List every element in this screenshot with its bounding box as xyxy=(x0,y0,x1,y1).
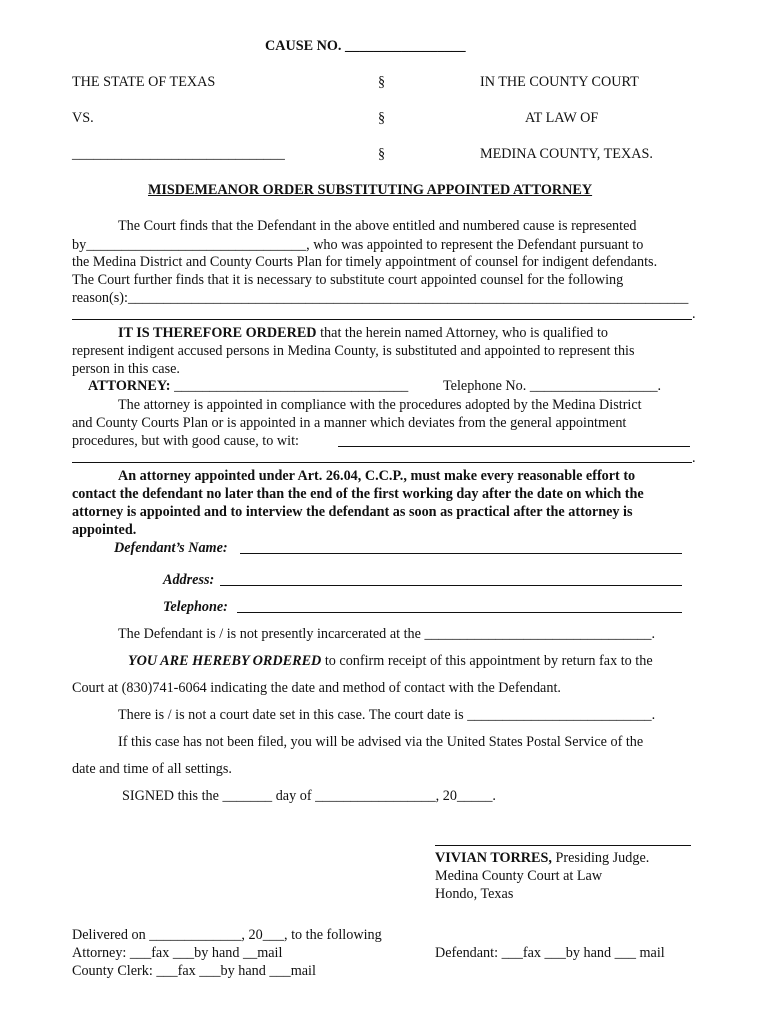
judge-city: Hondo, Texas xyxy=(435,886,514,902)
document-title: MISDEMEANOR ORDER SUBSTITUTING APPOINTED ATTORNEY xyxy=(148,182,593,198)
defendant-address-label: Address: xyxy=(163,572,215,588)
ordered-line-3: person in this case. xyxy=(72,361,180,377)
judge-name: VIVIAN TORRES, xyxy=(435,850,552,866)
defendant-telephone-field[interactable] xyxy=(237,612,682,613)
caption-left-blank: ______________________________ xyxy=(72,146,285,162)
hereby-line-2: Court at (830)741-6064 indicating the date and method of contact with the Defendant. xyxy=(72,680,561,696)
attorney-telephone: Telephone No. __________________. xyxy=(443,378,662,394)
ordered-line-1: IT IS THEREFORE ORDERED that the herein named Attorney, who is qualified to xyxy=(118,325,608,341)
findings-line-5: reason(s):_______________________________________________________________________________ xyxy=(72,290,689,306)
defendant-name-label: Defendant’s Name: xyxy=(114,540,228,556)
court-date-line: There is / is not a court date set in this case. The court date is __________________________. xyxy=(118,707,656,723)
delivered-line: Delivered on _____________, 20___, to the following xyxy=(72,927,382,943)
caption-right-court: IN THE COUNTY COURT xyxy=(480,74,639,90)
attorney-line xyxy=(88,378,408,395)
compliance-period: . xyxy=(692,450,696,466)
notice-line-4: appointed. xyxy=(72,522,137,538)
caption-left-vs: VS. xyxy=(72,110,94,126)
attorney-label: ATTORNEY: xyxy=(88,378,171,394)
filed-line-2: date and time of all settings. xyxy=(72,761,232,777)
caption-left-state: THE STATE OF TEXAS xyxy=(72,74,216,90)
defendant-telephone-label: Telephone: xyxy=(163,599,228,615)
filed-line-1: If this case has not been filed, you will be advised via the United States Postal Service of the xyxy=(118,734,644,750)
ordered-line-2: represent indigent accused persons in Medina County, is substituted and appointed to represent this xyxy=(72,343,635,359)
good-cause-blank-line xyxy=(338,446,690,447)
findings-line-1: The Court finds that the Defendant in the above entitled and numbered cause is represented xyxy=(118,218,637,234)
notice-line-2: contact the defendant no later than the end of the first working day after the date on which the xyxy=(72,486,644,502)
good-cause-blank-line-2 xyxy=(72,462,692,463)
compliance-line-3: procedures, but with good cause, to wit: xyxy=(72,433,299,449)
delivery-defendant: Defendant: ___fax ___by hand ___ mail xyxy=(435,945,665,961)
incarcerated-line: The Defendant is / is not presently incarcerated at the ________________________________. xyxy=(118,626,656,642)
section-sign: § xyxy=(378,110,386,126)
delivery-attorney: Attorney: ___fax ___by hand __mail xyxy=(72,945,283,961)
compliance-line-1: The attorney is appointed in compliance with the procedures adopted by the Medina District xyxy=(118,397,642,413)
reason-blank-line xyxy=(72,319,692,320)
section-sign: § xyxy=(378,74,386,90)
judge-role: Presiding Judge. xyxy=(551,850,650,866)
caption-right-law: AT LAW OF xyxy=(525,110,599,126)
compliance-line-2: and County Courts Plan or is appointed in a manner which deviates from the general appointment xyxy=(72,415,627,431)
hereby-line-1: YOU ARE HEREBY ORDERED to confirm receipt of this appointment by return fax to the xyxy=(128,653,653,669)
section-sign: § xyxy=(378,146,386,162)
caption-right-county: MEDINA COUNTY, TEXAS. xyxy=(480,146,653,162)
cause-number: CAUSE NO. _________________ xyxy=(265,38,466,54)
ordered-lead: IT IS THEREFORE ORDERED xyxy=(118,325,317,341)
hereby-lead: YOU ARE HEREBY ORDERED xyxy=(128,653,322,669)
defendant-address-field[interactable] xyxy=(220,585,682,586)
findings-line-4: The Court further finds that it is necessary to substitute court appointed counsel for the following xyxy=(72,272,624,288)
judge-name-line xyxy=(435,850,649,867)
attorney-blank: _________________________________ xyxy=(170,378,409,394)
judge-court: Medina County Court at Law xyxy=(435,868,603,884)
notice-line-1: An attorney appointed under Art. 26.04, C.C.P., must make every reasonable effort to xyxy=(118,468,636,484)
findings-line-3: the Medina District and County Courts Plan for timely appointment of counsel for indigent defendants. xyxy=(72,254,658,270)
findings-line-2: by_______________________________, who was appointed to represent the Defendant pursuant to xyxy=(72,237,644,253)
signed-line: SIGNED this the _______ day of _________________, 20_____. xyxy=(122,788,496,804)
delivery-clerk: County Clerk: ___fax ___by hand ___mail xyxy=(72,963,316,979)
findings-period: . xyxy=(692,306,696,322)
notice-line-3: attorney is appointed and to interview the defendant as soon as practical after the attorney is xyxy=(72,504,633,520)
defendant-name-field[interactable] xyxy=(240,553,682,554)
judge-signature-line xyxy=(435,845,691,846)
